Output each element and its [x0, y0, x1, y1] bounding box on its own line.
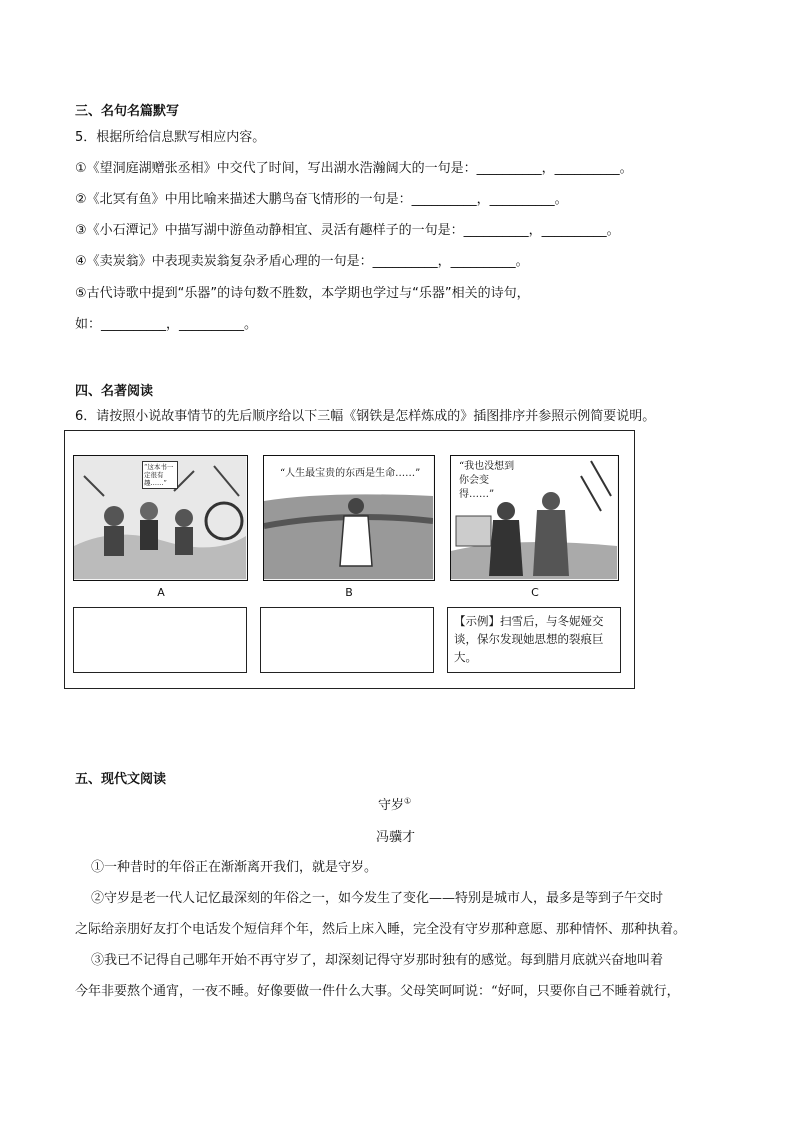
- article-author: 冯骥才: [376, 830, 416, 845]
- paragraph-3: ③我已不记得自己哪年开始不再守岁了，却深刻记得守岁那时独有的感觉。每到腊月底就兴奋地叫着: [91, 953, 664, 968]
- paragraph-2-cont: 之际给亲朋好友打个电话发个短信拜个年，然后上床入睡，完全没有守岁那种意愿、那种情怀、那种执着。: [75, 922, 687, 937]
- paragraph-3-cont: 今年非要熬个通宵，一夜不睡。好像要做一件什么大事。父母笑呵呵说：“好呵，只要你自己不睡着就行，: [75, 984, 680, 999]
- answer-box-b[interactable]: [260, 607, 434, 673]
- answer-box-c: [447, 607, 621, 673]
- example-text: 【示例】扫雪后，与冬妮娅交谈，保尔发现她思想的裂痕巨大。: [454, 614, 604, 664]
- quote-b: “人生最宝贵的东西是生命……”: [280, 468, 421, 479]
- quote-a: “这本书一定很有趣……”: [142, 461, 178, 489]
- article-title: 守岁①: [378, 796, 412, 813]
- label-c: C: [531, 586, 539, 599]
- paragraph-1: ①一种昔时的年俗正在渐渐离开我们，就是守岁。: [91, 860, 378, 875]
- quote-c: “我也没想到你会变得……”: [459, 461, 515, 500]
- section4-heading: 四、名著阅读: [75, 384, 154, 399]
- q5-item-5-cont: 如：__________，__________。: [75, 317, 258, 332]
- q5-item-2: ②《北冥有鱼》中用比喻来描述大鹏鸟奋飞情形的一句是：__________，__________。: [75, 192, 568, 207]
- question-6-prompt: 6．请按照小说故事情节的先后顺序给以下三幅《钢铁是怎样炼成的》插图排序并参照示例简要说明。: [75, 409, 656, 424]
- paragraph-2: ②守岁是老一代人记忆最深刻的年俗之一，如今发生了变化——特别是城市人，最多是等到子午交时: [91, 891, 664, 906]
- q5-item-5: ⑤古代诗歌中提到“乐器”的诗句数不胜数，本学期也学过与“乐器”相关的诗句，: [75, 286, 530, 301]
- q5-item-4: ④《卖炭翁》中表现卖炭翁复杂矛盾心理的一句是：__________，__________。: [75, 254, 529, 269]
- answer-box-a[interactable]: [73, 607, 247, 673]
- title-footnote-mark: ①: [404, 796, 412, 806]
- label-a: A: [157, 586, 165, 599]
- q5-item-1: ①《望洞庭湖赠张丞相》中交代了时间，写出湖水浩瀚阔大的一句是：__________，__________。: [75, 161, 633, 176]
- label-b: B: [345, 586, 353, 599]
- q5-item-3: ③《小石潭记》中描写湖中游鱼动静相宜、灵活有趣样子的一句是：__________，__________。: [75, 223, 620, 238]
- question-5-prompt: 5．根据所给信息默写相应内容。: [75, 130, 266, 145]
- section5-heading: 五、现代文阅读: [75, 772, 167, 787]
- section3-heading: 三、名句名篇默写: [75, 104, 180, 119]
